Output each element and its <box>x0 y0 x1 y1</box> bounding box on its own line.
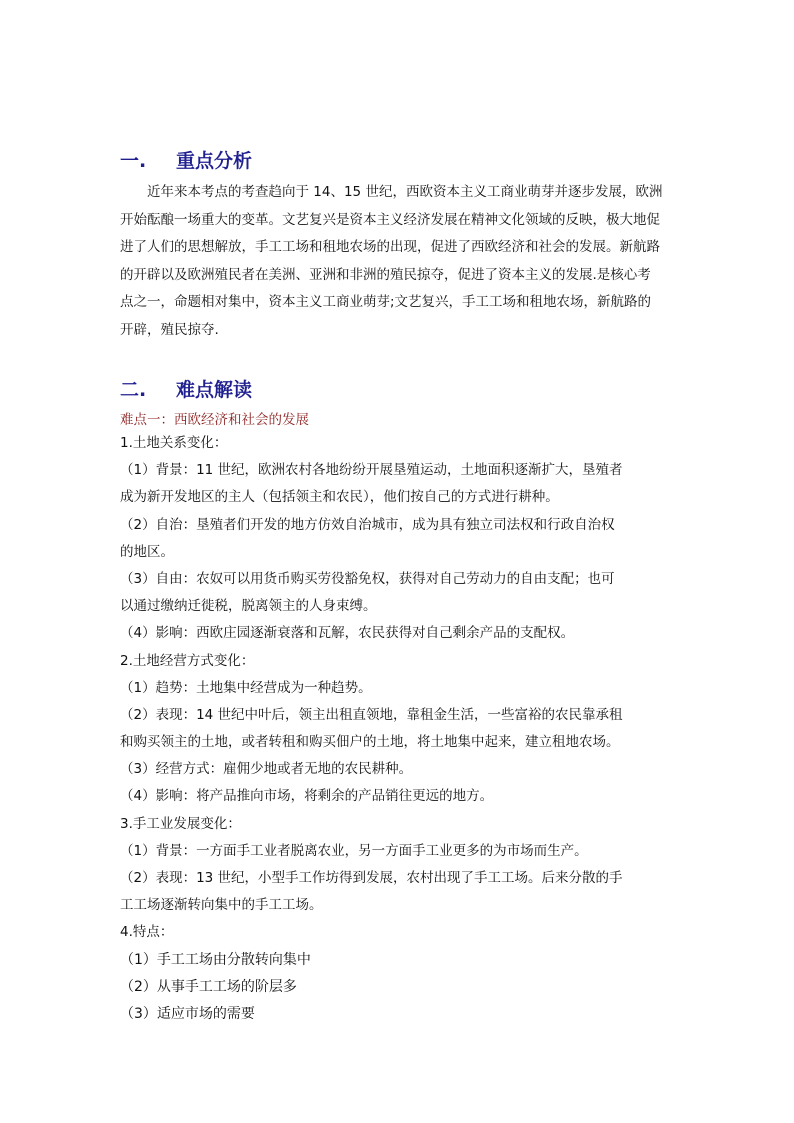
list-item: 成为新开发地区的主人（包括领主和农民），他们按自己的方式进行耕种。 <box>120 489 559 506</box>
paragraph-line: 的开辟以及欧洲殖民者在美洲、亚洲和非洲的殖民掠夺，促进了资本主义的发展.是核心考 <box>120 266 651 283</box>
paragraph-line: 近年来本考点的考查趋向于 14、15 世纪，西欧资本主义工商业萌芽并逐步发展，欧洲 <box>147 184 663 200</box>
list-item: （2）表现：14 世纪中叶后，领主出租直领地，靠租金生活，一些富裕的农民靠承租 <box>120 706 623 723</box>
paragraph-line: 开辟，殖民掠夺. <box>120 321 219 338</box>
list-item: 和购买领主的土地，或者转租和购买佃户的土地，将土地集中起来，建立租地农场。 <box>120 734 620 751</box>
list-heading: 3.手工业发展变化： <box>120 815 241 832</box>
list-item: 以通过缴纳迁徙税，脱离领主的人身束缚。 <box>120 598 377 615</box>
list-item: （1）手工工场由分散转向集中 <box>120 951 311 968</box>
paragraph-line: 进了人们的思想解放，手工工场和租地农场的出现，促进了西欧经济和社会的发展。新航路 <box>120 239 660 255</box>
paragraph-line: 开始酝酿一场重大的变革。文艺复兴是资本主义经济发展在精神文化领域的反映，极大地促 <box>120 211 660 228</box>
list-heading: 2.土地经营方式变化： <box>120 652 255 669</box>
list-item: （4）影响：将产品推向市场，将剩余的产品销往更远的地方。 <box>120 788 494 805</box>
paragraph-line: 点之一，命题相对集中，资本主义工商业萌芽;文艺复兴，手工工场和租地农场，新航路的 <box>120 294 652 310</box>
list-heading: 1.土地关系变化： <box>120 435 228 451</box>
difficulty-subheading: 难点一：西欧经济和社会的发展 <box>120 412 309 428</box>
list-item: （3）自由：农奴可以用货币购买劳役豁免权，获得对自己劳动力的自由支配；也可 <box>120 570 615 587</box>
list-item: （1）背景：11 世纪，欧洲农村各地纷纷开展垦殖运动，土地面积逐渐扩大，垦殖者 <box>120 462 623 479</box>
section-title: 重点分析 <box>176 150 253 172</box>
section-heading-difficulty <box>120 375 252 402</box>
list-item: 的地区。 <box>120 543 174 560</box>
section-number: 一. <box>120 150 147 172</box>
list-item: 工工场逐渐转向集中的手工工场。 <box>120 897 323 914</box>
difficulty-content <box>120 430 690 1028</box>
list-item: （1）趋势：土地集中经营成为一种趋势。 <box>120 679 372 696</box>
list-item: （2）从事手工工场的阶层多 <box>120 978 297 995</box>
list-item: （3）适应市场的需要 <box>120 1005 255 1022</box>
list-item: （1）背景：一方面手工业者脱离农业，另一方面手工业更多的为市场而生产。 <box>120 842 588 859</box>
list-item: （3）经营方式：雇佣少地或者无地的农民耕种。 <box>120 761 413 778</box>
list-item: （2）自治：垦殖者们开发的地方仿效自治城市，成为具有独立司法权和行政自治权 <box>120 516 615 533</box>
list-item: （2）表现：13 世纪，小型手工作坊得到发展，农村出现了手工工场。后来分散的手 <box>120 870 623 886</box>
section-number: 二. <box>120 379 147 401</box>
section-heading-key-analysis <box>120 146 252 173</box>
list-item: （4）影响：西欧庄园逐渐衰落和瓦解，农民获得对自己剩余产品的支配权。 <box>120 625 575 642</box>
analysis-paragraph <box>120 179 680 344</box>
section-title: 难点解读 <box>176 379 253 401</box>
list-heading: 4.特点： <box>120 924 174 941</box>
